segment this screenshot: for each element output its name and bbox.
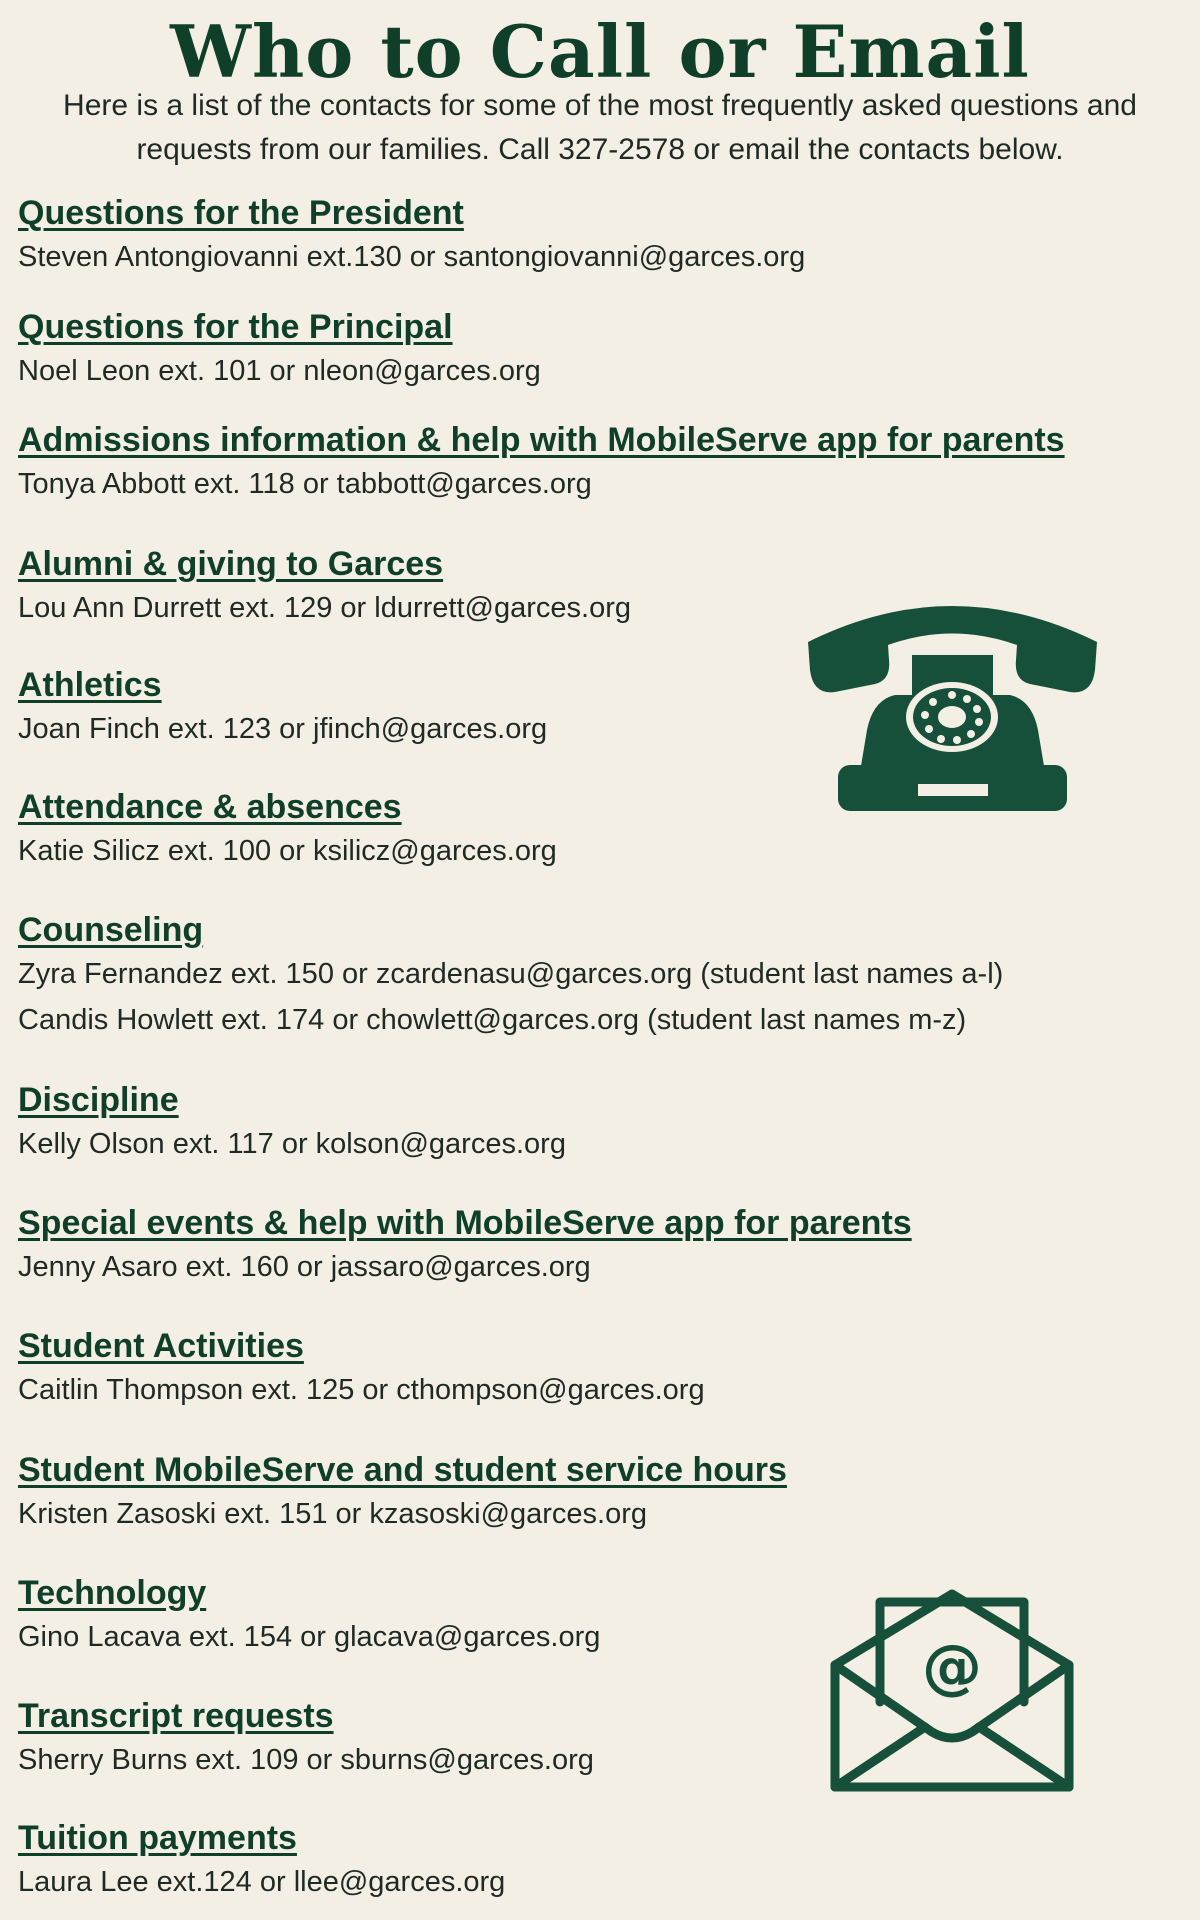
section-heading: Tuition payments — [18, 1819, 297, 1857]
contact-section-discipline — [18, 1079, 566, 1167]
contact-section-transcripts — [18, 1695, 594, 1783]
contact-section-athletics — [18, 664, 547, 752]
section-heading: Attendance & absences — [18, 788, 402, 826]
contact-section-technology — [18, 1572, 600, 1660]
section-heading: Questions for the President — [18, 194, 464, 232]
telephone-icon — [800, 600, 1105, 815]
envelope-at-icon — [822, 1582, 1082, 1802]
contact-section-principal — [18, 306, 541, 394]
contact-line: Zyra Fernandez ext. 150 or zcardenasu@garces.org (student last names a-l) — [18, 958, 1004, 990]
contact-line: Steven Antongiovanni ext.130 or santongiovanni@garces.org — [18, 241, 806, 273]
section-heading: Student Activities — [18, 1327, 304, 1365]
intro-text: Here is a list of the contacts for some of the most frequently asked questions and requests from our families. Call 327-2578 or email the contacts below. — [63, 89, 1137, 166]
contact-line: Kristen Zasoski ext. 151 or kzasoski@garces.org — [18, 1498, 648, 1530]
contact-section-service-hours — [18, 1449, 787, 1537]
section-heading: Technology — [18, 1574, 207, 1612]
section-heading: Counseling — [18, 911, 204, 949]
contact-section-counseling — [18, 909, 1003, 1043]
page-title: Who to Call or Email — [170, 9, 1030, 94]
contact-section-admissions — [18, 419, 1065, 507]
contact-section-president — [18, 192, 805, 280]
contact-line: Tonya Abbott ext. 118 or tabbott@garces.org — [18, 468, 592, 500]
contact-line: Jenny Asaro ext. 160 or jassaro@garces.org — [18, 1251, 591, 1283]
contact-line: Katie Silicz ext. 100 or ksilicz@garces.org — [18, 835, 557, 867]
section-heading: Athletics — [18, 666, 162, 704]
contact-line: Caitlin Thompson ext. 125 or cthompson@garces.org — [18, 1374, 705, 1406]
contact-line: Candis Howlett ext. 174 or chowlett@garces.org (student last names m-z) — [18, 1004, 967, 1036]
contact-line: Joan Finch ext. 123 or jfinch@garces.org — [18, 713, 548, 745]
section-heading: Alumni & giving to Garces — [18, 545, 444, 583]
contact-line: Noel Leon ext. 101 or nleon@garces.org — [18, 355, 541, 387]
section-heading: Special events & help with MobileServe app for parents — [18, 1204, 912, 1242]
contact-line: Kelly Olson ext. 117 or kolson@garces.org — [18, 1128, 566, 1160]
contact-line: Sherry Burns ext. 109 or sburns@garces.org — [18, 1744, 594, 1776]
section-heading: Transcript requests — [18, 1697, 334, 1735]
contact-section-alumni — [18, 543, 631, 631]
contact-section-special-events — [18, 1202, 912, 1290]
svg-text:@: @ — [922, 1632, 982, 1702]
contact-line: Lou Ann Durrett ext. 129 or ldurrett@garces.org — [18, 592, 631, 624]
contact-line: Laura Lee ext.124 or llee@garces.org — [18, 1866, 506, 1898]
section-heading: Admissions information & help with MobileServe app for parents — [18, 421, 1065, 459]
contact-section-tuition — [18, 1817, 505, 1905]
section-heading: Student MobileServe and student service hours — [18, 1451, 787, 1489]
contact-section-attendance — [18, 786, 557, 874]
contact-line: Gino Lacava ext. 154 or glacava@garces.org — [18, 1621, 601, 1653]
contact-section-student-activities — [18, 1325, 705, 1413]
section-heading: Questions for the Principal — [18, 308, 453, 346]
section-heading: Discipline — [18, 1081, 179, 1119]
